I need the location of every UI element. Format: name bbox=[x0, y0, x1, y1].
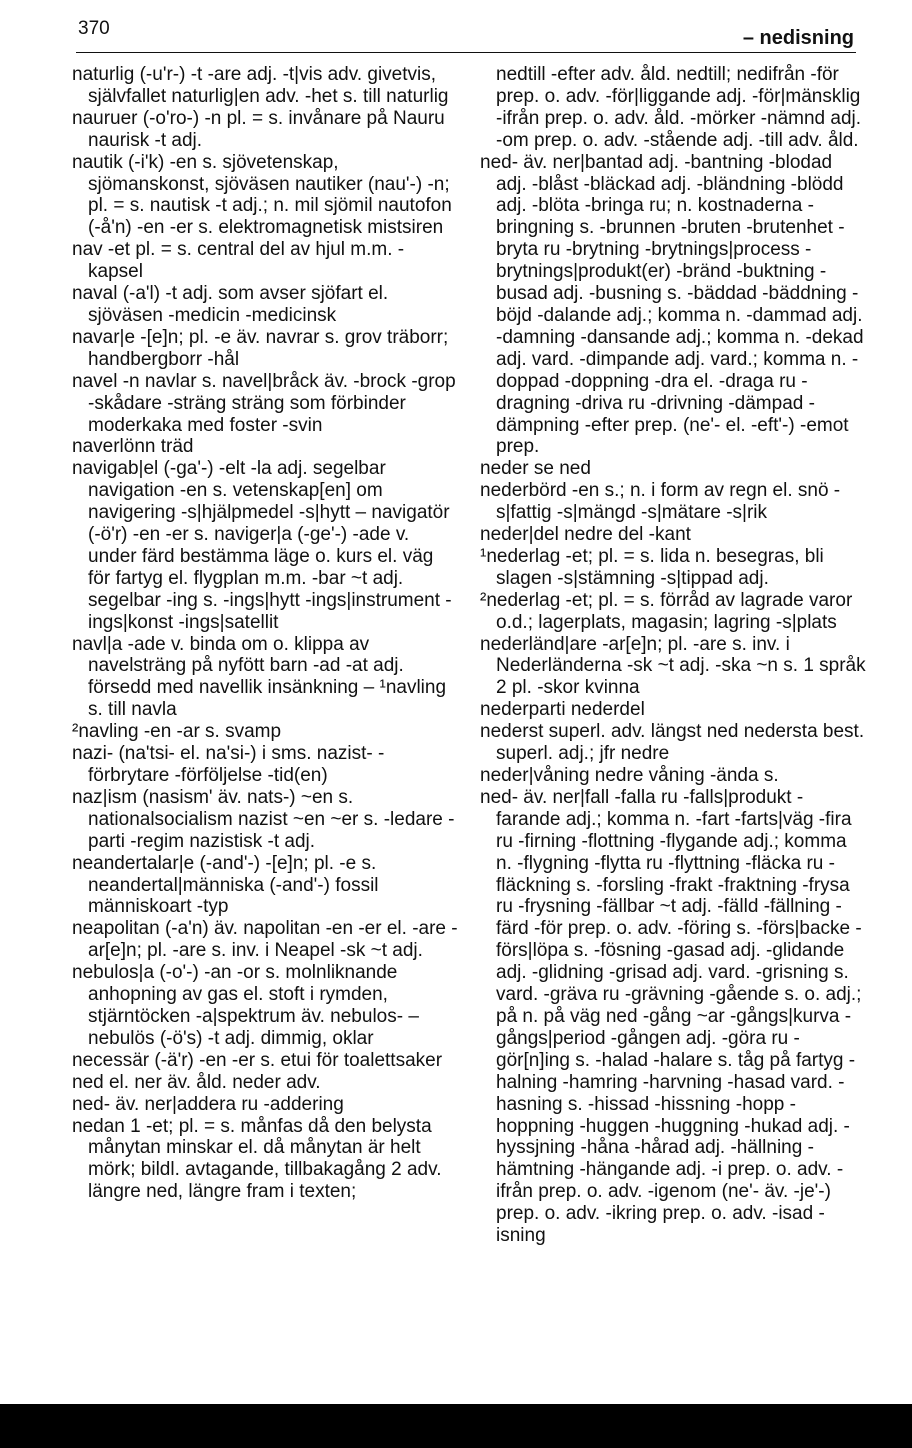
entry-nauruer: nauruer (-o'ro-) -n pl. = s. invånare på Nauru naurisk -t adj. bbox=[72, 107, 445, 151]
running-head: – nedisning bbox=[742, 27, 854, 49]
entry-navla: navl|a -ade v. binda om o. klippa av navelsträng på nyfött barn -ad -at adj. försedd med navellik insänkning – ¹navling s. till navla bbox=[72, 633, 447, 721]
entry-nederlandare: nederländ|are -ar[e]n; pl. -are s. inv. i Nederländerna -sk ~t adj. -ska ~n s. 1 språk 2 pl. -skor kvinna bbox=[480, 633, 866, 699]
entry-nav: nav -et pl. = s. central del av hjul m.m. -kapsel bbox=[72, 239, 405, 283]
entry-neapolitan: neapolitan (-a'n) äv. napolitan -en -er el. -are -ar[e]n; pl. -are s. inv. i Neapel -sk ~t adj. bbox=[72, 918, 458, 962]
entry-navel: navel -n navlar s. navel|bråck äv. -brock -grop -skådare -sträng sträng som förbinder moderkaka med foster -svin bbox=[72, 370, 456, 436]
entry-ned: ned el. ner äv. åld. neder adv. bbox=[72, 1071, 321, 1093]
entry-nederdel: neder|del nedre del -kant bbox=[480, 524, 691, 546]
entry-nazi: nazi- (na'tsi- el. na'si-) i sms. nazist- -förbrytare -förföljelse -tid(en) bbox=[72, 743, 385, 786]
entry-nedan: nedan 1 -et; pl. = s. månfas då den belysta månytan minskar el. då månytan är helt mörk; bildl. avtagande, tillbakagång 2 adv. längre ned, längre fram i texten; bbox=[72, 1115, 442, 1203]
entry-naturlig: naturlig (-u'r-) -t -are adj. -t|vis adv. givetvis, självfallet naturlig|en adv. -het s. till naturlig bbox=[72, 64, 449, 107]
entry-navigabel: navigab|el (-ga'-) -elt -la adj. segelbar navigation -en s. vetenskap[en] om navigering -s|hjälpmedel -s|hytt – navigatör (-ö'r) -en -er s. naviger|a (-ge'-) -ade v. under färd bestämma läge o. kurs el. väg för fartyg el. flygplan m.m. -bar ~t adj. segelbar -ing s. -ings|hytt -ings|instrument -ings|konst -ings|satellit bbox=[72, 458, 452, 633]
entry-nederlag-1: ¹nederlag -et; pl. = s. lida n. besegras, bli slagen -s|stämning -s|tippad adj. bbox=[480, 545, 824, 589]
entry-neandertalare: neandertalar|e (-and'-) -[e]n; pl. -e s. neandertal|människa (-and'-) fossil människoart -typ bbox=[72, 852, 379, 918]
entry-nebulosa: nebulos|a (-o'-) -an -or s. molnliknande anhopning av gas el. stoft i rymden, stjärntöcken -a|spektrum äv. nebulos- – nebulös (-ö's) -t adj. dimmig, oklar bbox=[72, 962, 419, 1049]
entry-neder: neder se ned bbox=[480, 458, 591, 480]
entry-nederlag-2: ²nederlag -et; pl. = s. förråd av lagrade varor o.d.; lagerplats, magasin; lagring -s|plats bbox=[480, 589, 853, 633]
entry-naval: naval (-a'l) -t adj. som avser sjöfart el. sjöväsen -medicin -medicinsk bbox=[72, 283, 389, 326]
entry-naverlonn: naverlönn träd bbox=[72, 436, 194, 458]
right-column bbox=[466, 64, 866, 1247]
left-column bbox=[58, 64, 458, 1203]
entry-nedervaning: neder|våning nedre våning -ända s. bbox=[480, 765, 779, 786]
entry-nautik: nautik (-i'k) -en s. sjövetenskap, sjömanskonst, sjöväsen nautiker (nau'-) -n; pl. = s. nautisk -t adj.; n. mil sjömil nautofon (-å'n) -en -er s. elektromagnetisk mistsiren bbox=[72, 151, 452, 239]
scan-border bbox=[0, 1404, 912, 1448]
entry-ned-fall: ned- äv. ner|fall -falla ru -falls|produkt -farande adj.; komma n. -fart -farts|väg -fira ru -firning -flottning -flygande adj.; komma n. -flygning -flytta ru -flyttning -fläcka ru -fläckning s. -forsling -frakt -fraktning -frysa ru -frysning -fällbar ~t adj. -fälld -fällning -färd -för prep. o. adv. -föring s. -förs|backe -förs|löpa s. -fösning -gasad adj. -glidande adj. -glidning -grisad adj. vard. -grisning s. vard. -gräva ru -grävning -gående s. o. adj.; på n. på väg ned -gång ~ar -gångs|kurva -gångs|period -gången adj. -göra ru -gör[n]ing s. -halad -halare s. tåg på fartyg -halning -hamring -harvning -hasad vard. -hasning s. -hissad -hissning -hopp -hoppning -huggen -huggning -hukad adj. -hyssjning -håna -hårad adj. -hällning -hämtning -hängande adj. -i prep. o. adv. -ifrån prep. o. adv. -igenom (ne'- äv. -je'-) prep. o. adv. -ikring prep. o. adv. -isad -isning bbox=[480, 786, 862, 1247]
page-number: 370 bbox=[78, 18, 110, 39]
entry-nederparti: nederparti nederdel bbox=[480, 699, 645, 721]
entry-navare: navar|e -[e]n; pl. -e äv. navrar s. grov träborr; handbergborr -hål bbox=[72, 326, 449, 370]
entry-nederbord: nederbörd -en s.; n. i form av regn el. snö -s|fattig -s|mängd -s|mätare -s|rik bbox=[480, 480, 841, 524]
entry-nazism: naz|ism (nasism' äv. nats-) ~en s. nationalsocialism nazist ~en ~er s. -ledare -parti -regim nazistisk -t adj. bbox=[72, 786, 455, 852]
entry-navling: ²navling -en -ar s. svamp bbox=[72, 721, 282, 743]
entry-nederst: nederst superl. adv. längst ned nedersta best. superl. adj.; jfr nedre bbox=[480, 721, 865, 765]
entry-necessar: necessär (-ä'r) -en -er s. etui för toalettsaker bbox=[72, 1049, 443, 1071]
entry-nedtill-continued: nedtill -efter adv. åld. nedtill; nedifrån -för prep. o. adv. -för|liggande adj. -för|mänsklig -ifrån prep. o. adv. åld. -mörker -nämnd adj. -om prep. o. adv. -stående adj. -till adv. åld. bbox=[496, 64, 862, 151]
entry-ned-addera: ned- äv. ner|addera ru -addering bbox=[72, 1093, 344, 1115]
entry-ned-bantad: ned- äv. ner|bantad adj. -bantning -blodad adj. -blåst -bläckad adj. -bländning -blödd adj. -blöta -bringa ru; n. kostnaderna -bringning s. -brunnen -bruten -brutenhet -bryta ru -brytning -brytnings|process -brytnings|produkt(er) -bränd -buktning -busad adj. -busning s. -bäddad -bäddning -böjd -dalande adj.; komma n. -dammad adj. -damning -dansande adj.; komma n. -dekad adj. vard. -dimpande adj. vard.; komma n. -doppad -doppning -dra el. -draga ru -dragning -driva ru -drivning -dämpad -dämpning -efter prep. (ne'- el. -eft'-) -emot prep. bbox=[480, 151, 864, 458]
header-rule bbox=[76, 52, 856, 53]
